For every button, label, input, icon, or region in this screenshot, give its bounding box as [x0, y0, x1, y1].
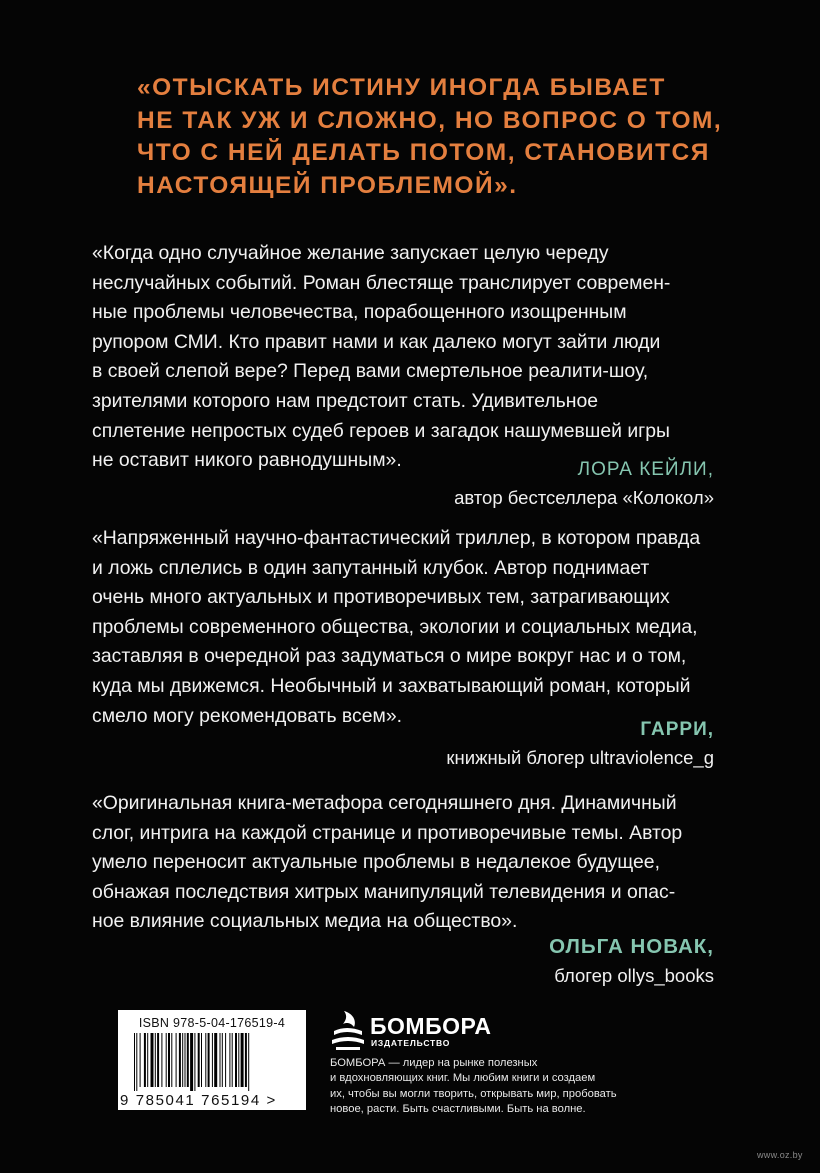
ean-digits: 9 785041 765194 > [120, 1092, 277, 1109]
review-line: проблемы современного общества, экологии и социальных медиа, [92, 615, 698, 638]
review-line: обнажая последствия хитрых манипуляций телевидения и опас- [92, 880, 676, 903]
review-author: ЛОРА КЕЙЛИ, [577, 459, 714, 480]
review-line: куда мы движемся. Необычный и захватывающий роман, который [92, 674, 691, 697]
review-line: и ложь сплелись в один запутанный клубок. Автор поднимает [92, 556, 650, 579]
review-3 [92, 789, 732, 937]
review-line: не оставит никого равнодушным». [92, 449, 402, 472]
review-2-attribution [446, 716, 714, 772]
review-line: неслучайных событий. Роман блестяще транслирует современ- [92, 271, 671, 294]
publisher-description-line: новое, расти. Быть счастливыми. Быть на волне. [330, 1102, 586, 1115]
headline-quote-line: «ОТЫСКАТЬ ИСТИНУ ИНОГДА БЫВАЕТ [137, 74, 666, 101]
headline-quote-line: НЕ ТАК УЖ И СЛОЖНО, НО ВОПРОС О ТОМ, [137, 106, 723, 134]
isbn-barcode [118, 1010, 306, 1110]
review-line: «Оригинальная книга-метафора сегодняшнего дня. Динамичный [92, 792, 677, 814]
review-author-role: книжный блогер ultraviolence_g [446, 747, 714, 768]
barcode-bars [132, 1033, 294, 1091]
review-author-role: автор бестселлера «Колокол» [454, 487, 714, 508]
headline-quote-line: ЧТО С НЕЙ ДЕЛАТЬ ПОТОМ, СТАНОВИТСЯ [137, 139, 710, 166]
review-line: умело переносит актуальные проблемы в недалекое будущее, [92, 851, 660, 874]
review-line: в своей слепой вере? Перед вами смертельное реалити-шоу, [92, 360, 649, 383]
review-1 [92, 239, 732, 476]
review-line: рупором СМИ. Кто правит нами и как далеко могут зайти люди [92, 330, 661, 353]
review-line: слог, интрига на каждой странице и противоречивые темы. Автор [92, 821, 683, 844]
review-line: «Когда одно случайное желание запускает целую череду [92, 242, 609, 264]
publisher-description-line: их, чтобы вы могли творить, открывать мир, пробовать [330, 1087, 617, 1100]
review-line: смело могу рекомендовать всем». [92, 704, 402, 727]
headline-quote [137, 72, 737, 202]
review-author: ОЛЬГА НОВАК, [549, 935, 714, 958]
publisher-logo [330, 1007, 492, 1053]
publisher-description-line: БОМБОРА — лидер на рынке полезных [330, 1057, 538, 1069]
review-2 [92, 524, 732, 731]
review-line: сплетение непростых судеб героев и загадок нашумевшей игры [92, 419, 670, 442]
review-line: зрителями которого нам предстоит стать. Удивительное [92, 389, 599, 412]
review-line: очень много актуальных и противоречивых тем, затрагивающих [92, 586, 670, 609]
review-author-role: блогер ollys_books [554, 965, 714, 986]
review-line: ное влияние социальных медиа на общество». [92, 910, 518, 933]
headline-quote-line: НАСТОЯЩЕЙ ПРОБЛЕМОЙ». [137, 171, 518, 199]
review-author: ГАРРИ, [640, 719, 714, 740]
review-3-attribution [549, 932, 714, 990]
bombora-wave-icon [330, 1007, 366, 1051]
publisher-brand: БОМБОРА [370, 1013, 492, 1039]
watermark: www.oz.by [757, 1150, 803, 1160]
isbn-label: ISBN 978-5-04-176519-4 [138, 1016, 286, 1030]
review-line: заставляя в очередной раз задуматься о мире вокруг нас и о том, [92, 645, 687, 668]
publisher-description-line: и вдохновляющих книг. Мы любим книги и создаем [330, 1072, 596, 1085]
publisher-brand-sub: ИЗДАТЕЛЬСТВО [371, 1038, 451, 1048]
publisher-description [330, 1056, 650, 1117]
review-line: «Напряженный научно-фантастический триллер, в котором правда [92, 527, 701, 549]
review-1-attribution [454, 456, 714, 512]
review-line: ные проблемы человечества, порабощенного изощренным [92, 301, 627, 324]
